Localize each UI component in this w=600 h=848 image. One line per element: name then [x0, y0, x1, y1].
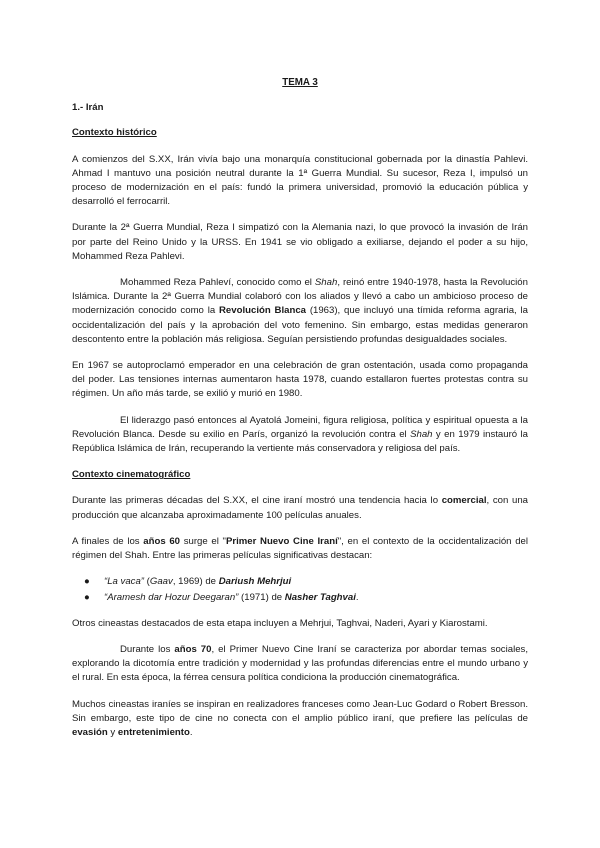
- film-director: Dariush Mehrjui: [218, 576, 292, 588]
- paragraph-2: Durante la 2ª Guerra Mundial, Reza I simpatizó con la Alemania nazi, lo que provocó la invasión de Irán por parte del Reino Unido y la URSS. En 1941 se vio obligado a exiliarse, dejando el poder a su hijo, Mohammed Reza Pahlevi.: [72, 222, 528, 262]
- paragraph-1: A comienzos del S.XX, Irán vivía bajo una monarquía constitucional gobernada por la dinastía Pahlevi. Ahmad I mantuvo una posición neutral durante la 1ª Guerra Mundial. Su sucesor, Reza I, impulsó un proceso de modernización en el país: fundó la primera universidad, promovió la educación pública y desarrolló el ferrocarril.: [72, 153, 528, 208]
- bold-run: años 60: [143, 535, 181, 547]
- bold-run: años 70: [174, 643, 212, 655]
- film-list: [72, 575, 528, 605]
- paragraph-3: [72, 276, 528, 347]
- paragraph-4: En 1967 se autoproclamó emperador en una celebración de gran ostentación, usada como propaganda del poder. Las tensiones internas aumentaron hasta 1978, cuando estallaron fuertes protestas contra su régimen. Un año más tarde, se exilió y murió en 1980.: [72, 360, 528, 400]
- paragraph-6: [72, 494, 528, 522]
- text-run: .: [355, 592, 359, 604]
- italic-run: Shah: [314, 277, 338, 289]
- paragraph-10: [72, 698, 528, 741]
- film-original-title: Gaav: [149, 576, 173, 588]
- text-run: Durante las primeras décadas del S.XX, el cine iraní mostró una tendencia hacia lo: [72, 495, 442, 507]
- film-year: (1971) de: [238, 592, 285, 604]
- film-director: Nasher Taghvai: [284, 592, 356, 604]
- text-run: A finales de los: [72, 535, 144, 547]
- bold-run: entretenimiento: [117, 726, 190, 738]
- subheading-historical-context: Contexto histórico: [72, 127, 157, 139]
- text-run: , reinó entre 1940-1978, hasta la Revolución Islámica. Durante la 2ª Guerra Mundial colaboró con los aliados y llevó a cabo un ambicioso proceso de modernización conocido como la: [72, 277, 528, 317]
- paragraph-7: [72, 535, 528, 563]
- text-run: , el Primer Nuevo Cine Iraní se caracteriza por abordar temas sociales, explorando la dicotomía entre tradición y modernidad y las profundas diferencias entre el mundo urbano y el rural. En esta época, la férrea censura política condiciona la producción cinematográfica.: [72, 643, 528, 684]
- bullet-icon: ●: [84, 576, 90, 588]
- subheading-film-context: Contexto cinematográfico: [72, 469, 191, 481]
- text-run: .: [189, 726, 193, 738]
- list-item: ● “La vaca” (Gaav, 1969) de Dariush Mehrjui: [104, 575, 528, 589]
- text-run: y: [107, 726, 118, 738]
- text-run: Mohammed Reza Pahleví, conocido como el: [120, 277, 315, 289]
- film-title: “Aramesh dar Hozur Deegaran”: [104, 592, 239, 604]
- text-run: (1963), que incluyó una tímida reforma agraria, la occidentalización del país y la aprobación del voto femenino. Sin embargo, estas medidas generaron descontento entre la población más religiosa. Seguían persistiendo profundas desigualdades sociales.: [72, 305, 528, 345]
- text-run: Muchos cineastas iraníes se inspiran en realizadores franceses como Jean-Luc Godard o Robert Bresson. Sin embargo, este tipo de cine no conecta con el amplio público iraní, que prefiere las películas de: [72, 698, 528, 724]
- bold-run: evasión: [72, 726, 108, 738]
- text-run: surge el ": [180, 535, 226, 547]
- bold-run: comercial: [441, 495, 487, 507]
- bold-run: Revolución Blanca: [219, 305, 306, 317]
- film-title: “La vaca”: [104, 576, 144, 588]
- bullet-icon: ●: [84, 592, 90, 604]
- text-run: y en 1979 instauró la República Islámica de Irán, recuperando la vertiente más conservadora y religiosa del país.: [72, 428, 528, 455]
- text-run: ", en el contexto de la occidentalización del régimen del Shah. Entre las primeras películas significativas destacan:: [72, 535, 528, 562]
- text-run: Durante los: [120, 643, 175, 655]
- paragraph-5: [72, 414, 528, 457]
- paragraph-8: Otros cineastas destacados de esta etapa incluyen a Mehrjui, Taghvai, Naderi, Ayari y Kiarostami.: [72, 617, 488, 629]
- film-year: , 1969) de: [172, 576, 219, 588]
- italic-run: Shah: [410, 428, 433, 440]
- section-heading: 1.- Irán: [72, 102, 104, 114]
- page-title: TEMA 3: [282, 77, 318, 88]
- list-item: [84, 591, 528, 605]
- text-run: , con una producción que alcanzaba aproximadamente 100 películas anuales.: [72, 495, 528, 521]
- bold-run: Primer Nuevo Cine Iraní: [225, 535, 338, 547]
- paragraph-9: [72, 643, 528, 686]
- text-run: El liderazgo pasó entonces al Ayatolá Jomeini, figura religiosa, política y espiritual opuesta a la Revolución Blanca. Desde su exilio en París, organizó la revolución contra el: [72, 414, 528, 440]
